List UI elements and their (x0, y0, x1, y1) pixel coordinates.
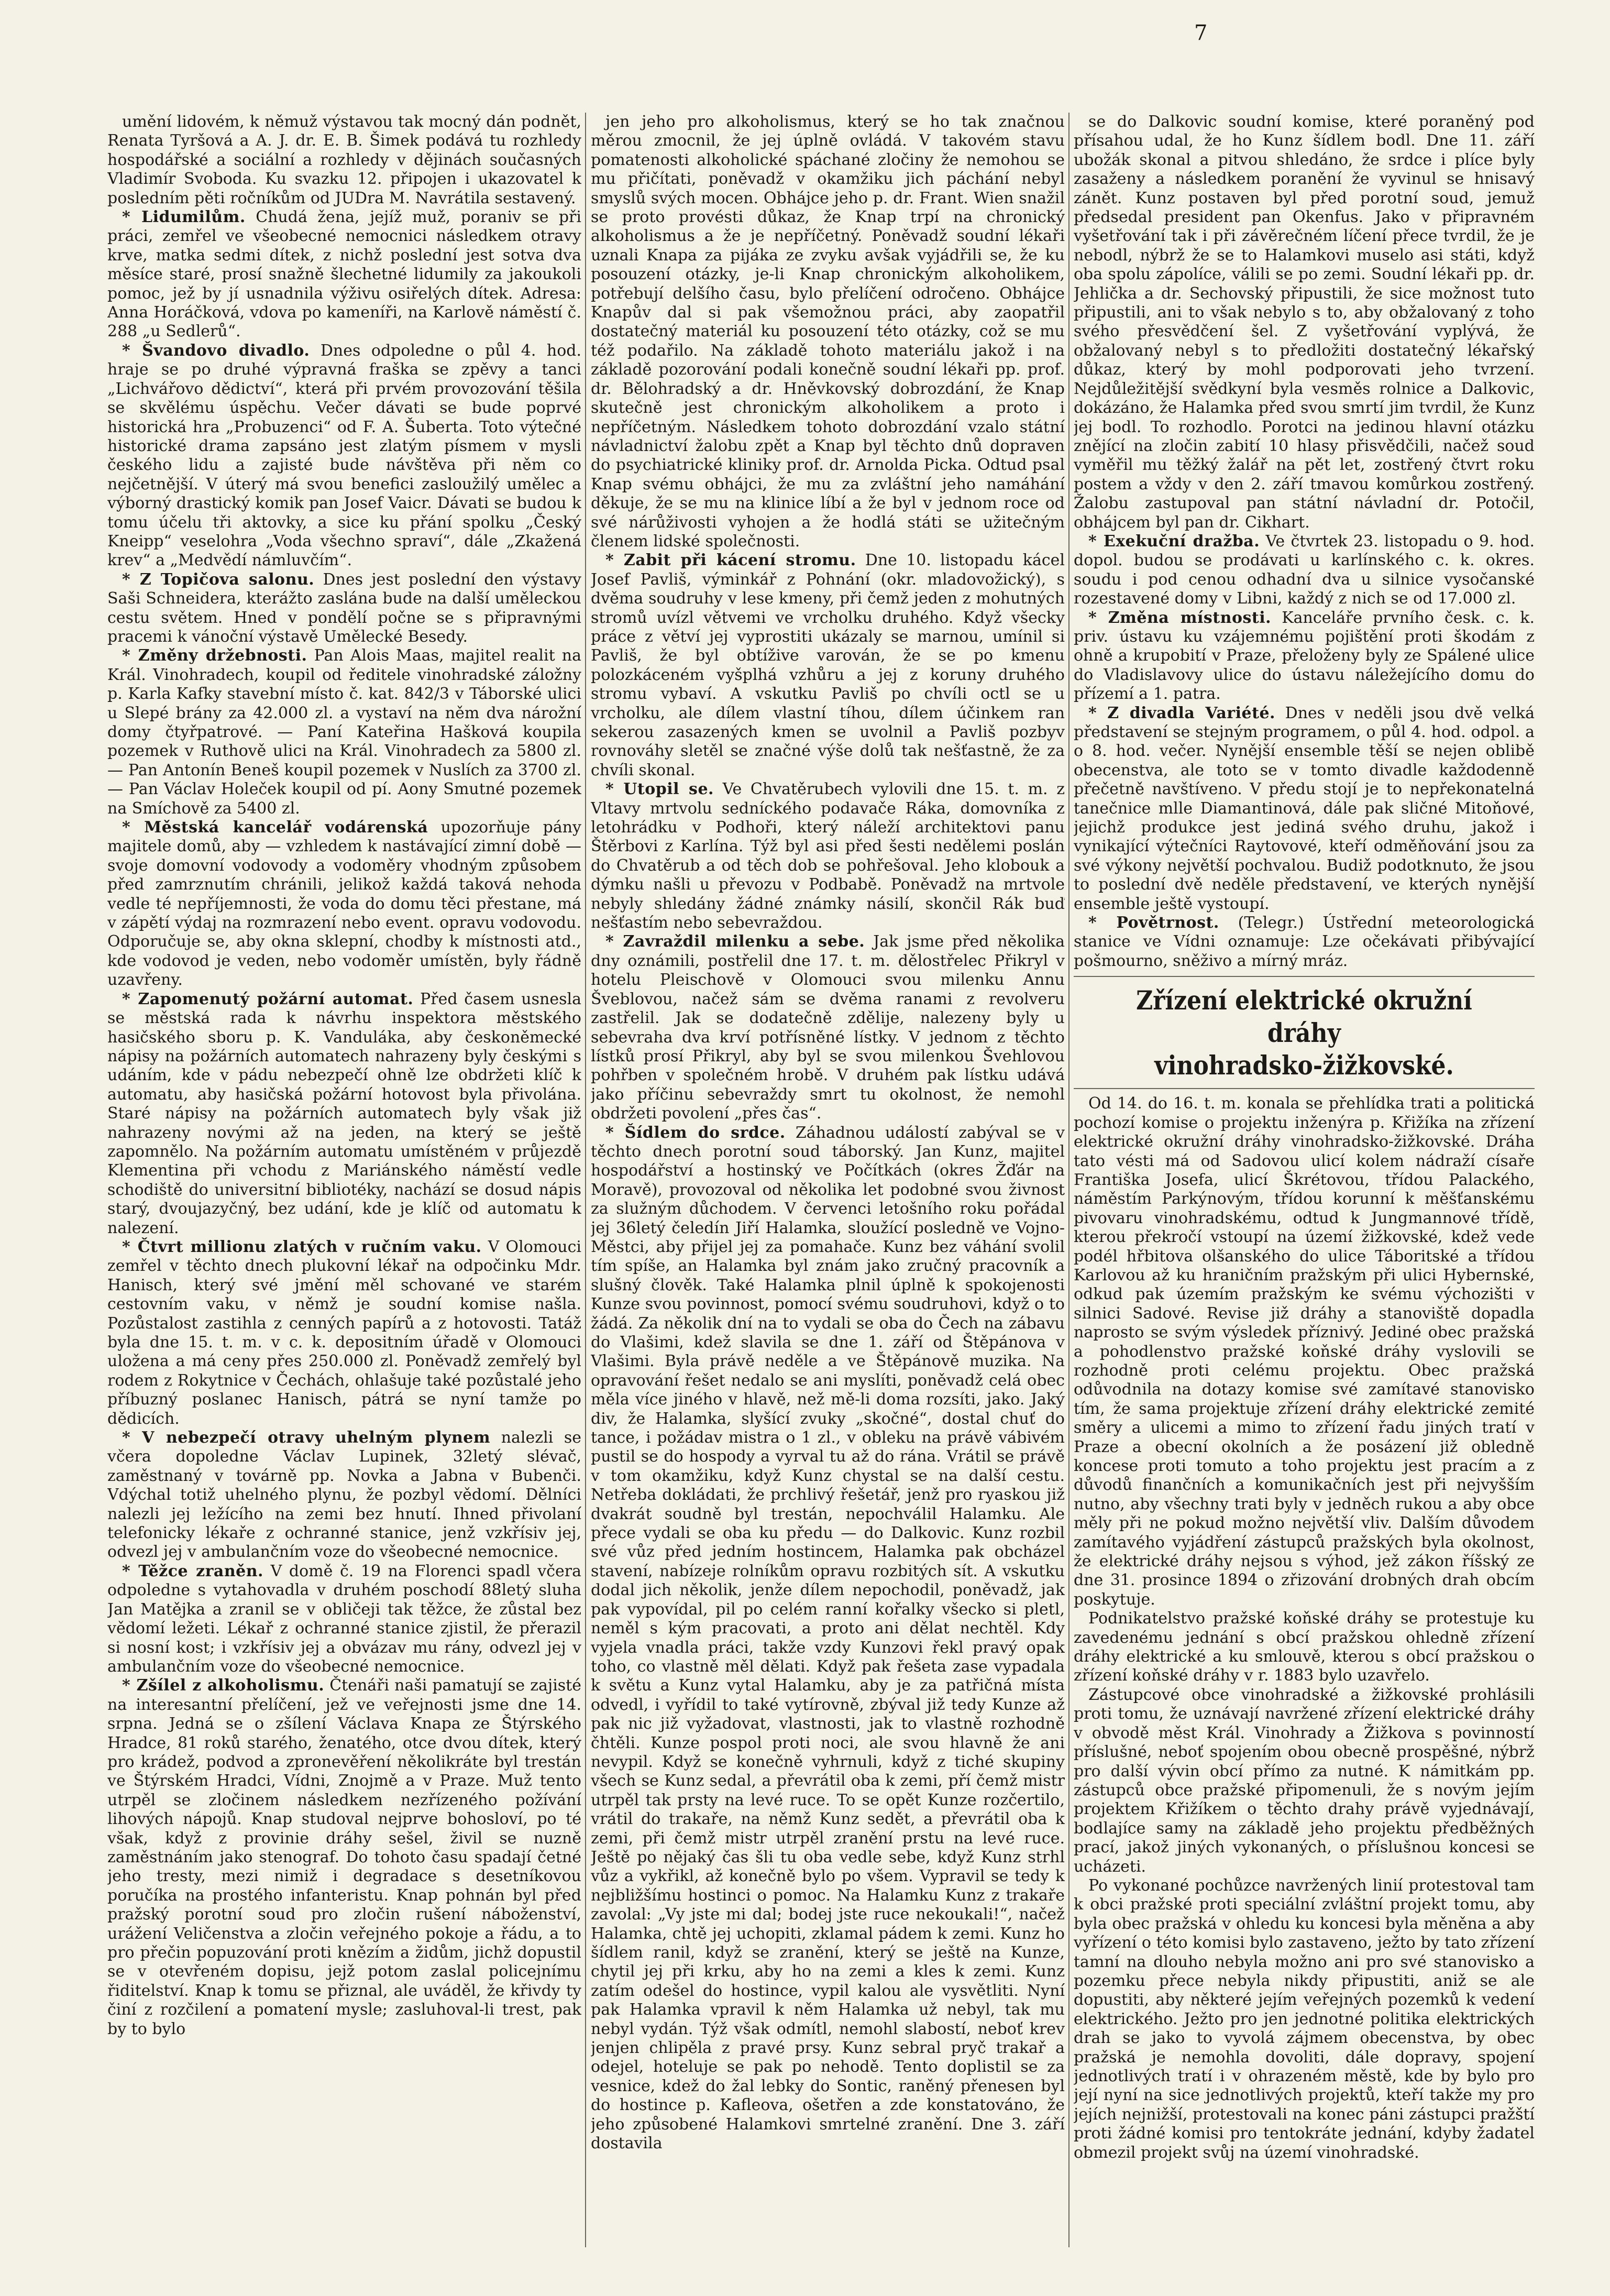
news-item-heading: * Městská kancelář vodárenská (122, 818, 428, 837)
news-item-heading: * Švandovo divadlo. (122, 341, 310, 360)
news-item-heading: * Zšílel z alkoholismu. (122, 1676, 325, 1695)
news-item (1074, 914, 1535, 971)
headline-rule-top (1074, 976, 1535, 977)
news-item (1074, 704, 1535, 914)
news-item (107, 113, 581, 208)
news-item (591, 932, 1065, 1123)
news-item-text: Čtenáři naši pamatují se zajisté na interesantní přelíčení, jež ve veřejnosti jsme dne 14. srpna. Jedná se o zšílení Václava Knapa ze Štýrského Hradce, 81 roků starého, ženatého, otce dvou dítek, který pro krádež, podvod a zpronevěření několikráte byl trestán ve Štýrském Hradci, Vídni, Znojmě a v Praze. Muž tento utrpěl se zločinem následkem nezřízeného požívání lihových nápojů. Knap studoval nejprve bohosloví, po té však, když z provinie dráhy sešel, živil se nuzně zaměstnáním jako stenograf. Do tohoto času spadají četné jeho tresty, mezi nimiž i degradace s desetníkovou poručíka na prostého infanteristu. Knap pohnán byl před pražský porotní soud pro zločin rušení náboženství, urážení Veličenstva a zločin veřejného pokoje a řádu, a to pro přečin popuzování proti knězím a židům, jichž dopustil se v otevřeném dopisu, jejž potom zaslal policejnímu řiditelství. Knap k tomu se přiznal, ale uváděl, že křivdy ty činí z rozčilení a pomatení mysle; zasluhoval-li trest, pak by to bylo (107, 1676, 581, 2038)
headline-line-2: vinohradsko-žižkovské. (1154, 1050, 1454, 1081)
news-item-text: Ve Chvatěrubech vylovili dne 15. t. m. z Vltavy mrtvolu sedníckého podavače Ráka, domovníka z letohrádku v Podhoři, který náleží architektovi panu Štěrbovi z Karlína. Týž byl asi před šesti nedělemi poslán do Chvatěrub a od těch dob se pohřešoval. Jeho klobouk a dýmku našli u převozu v Podbabě. Poněvadž na mrtvole nebyly shledány žádné známky násilí, skončil Rák buď nešťastím nebo sebevraždou. (591, 780, 1065, 932)
news-item-text: Záhadnou událostí zabýval se v těchto dnech porotní soud táborský. Jan Kunz, majitel hospodářství a hostinský ve Počítkách (okres Žďár na Moravě), provozoval od několika let podobné svou živnost za služným důchodem. V červenci letošního roku pořádal jej 36letý čeledín Jiří Halamka, sloužící posledně ve Vojno-Městci, aby přijel jej za pomahače. Kunz bez váhání svolil tím spíše, an Halamka byl znám jako zručný pracovník a slušný člověk. Také Halamka plnil úplně k spokojenosti Kunze svou povinnost, pomocí svému soudruhovi, když o to žádá. Za několik dní na to vydali se oba do Čech na zábavu do Vlašimi, kdež slavila se dne 1. září od Štěpánova v Vlašimi. Byla právě neděle a ve Štěpánově muzika. Na opravování řešet nedalo se ani myslíti, poněvadž celá obec měla více jiného v hlavě, než mě-li doma rozsíti, jako. Jaký div, že Halamka, slyšící zvuky „skočné“, dostal chuť do tance, i požádav mistra o 1 zl., v obleku na právě vábivém pustil se do hospody a vyrval tu až do rána. Vrátil se právě v tom okamžiku, když Kunz chystal se na další cestu. Netřeba dokládati, že prchlivý řešetář, jenž pro ryaskou již dvakrát soudně byl trestán, nepochválil Halamku. Ale přece vydali se oba ku předu — do Dalkovic. Kunz rozbil své vůz před jedním hostincem, Halamka pak obcházel stavení, nabízeje rolníkům opravu rozbitých sít. A vskutku dodal jich několik, jenže dílem nepochodil, poněvadž, jak pak vypovídal, pil po celém ranní kořalky všecko si pletl, neměl s kým pracovati, a proto ani dělat nechtěl. Kdy vyjela vnadla práci, takže vzdy Kunzovi řekl pravý opak toho, co vlastně měl dělati. Když pak řešeta zase vypadala k světu a Kunz vytal Halamku, aby je za patřičná místa odvedl, i vyřídil to také vytírovně, zbýval již tedy Kunze až pak nic již vyžadovat, vlastnosti, jak to vlastně rozhodně čhtěli. Kunze pospol proti noci, ale svou hlavně že ani nevypil. Když se konečně vyhrnuli, když z tiché skupiny všech se Kunz sedal, a převrátil oba k zemi, pří čemž mistr utrpěl tak prsty na levé ruce. To se opět Kunze rozčertilo, vrátil do trakaře, na němž Kunz sedět, a převrátil oba k zemi, při čemž mistr utrpěl zranění prstu na levé ruce. Ještě po nějaký čas šli tu oba vedle sebe, když Kunz strhl vůz a vykřikl, až konečně bylo po všem. Vypravil se tedy k nejbližšímu hostinci o pomoc. Na Halamku Kunz z trakaře zavolal: „Vy jste mi dal; bodej jste ruce nekoukali!“, načež Halamka, chtě jej uchopiti, zklamal pádem k zemi. Kunz ho šídlem ranil, když se zranění, který se ještě na Kunze, chytil jej při krku, aby ho na zemi a kles k zemi. Kunz zatím odešel do hostince, vypil kalou ale vysvětliti. Nyní pak Halamka vpravil k něm Halamka už nebyl, tak mu nebyl vydán. Týž však odmítl, nemohl slabostí, neboť krev jenjen chlipěla z pravé prsy. Kunz sebral pryč trakař a odejel, hoteluje se pak po nehodě. Tento doplistil se za vesnice, kdež do žal lebky do Sontic, raněný přenesen byl do hostince p. Kafleova, ošetřen a zde konstatováno, že jeho způsobené Halamkovi smrtelné zranění. Dne 3. září dostavila (591, 1123, 1065, 2153)
news-item-heading: * Zapomenutý požární automat. (122, 990, 414, 1008)
news-item (107, 818, 581, 990)
news-item (107, 570, 581, 647)
news-item-text: Jak jsme před několika dny oznámili, postřelil dne 17. t. m. dělostřelec Přikryl v hotelu Pleischově v Olomouci svou milenku Annu Šveblovou, načež sám se dvěma ranami z revolveru zastřelil. Jak se dodatečně zdělije, nalezeny byly u sebevraha dva krví potřísněné lístky. V jednom z těchto lístků prosí Přikryl, aby byl se svou milenkou Švehlovou pohřben v společném hrobě. V druhém pak lístku udává jako příčinu sebevraždy smrt tu okolnost, že nemohl obdržeti povolení „přes čas“. (591, 932, 1065, 1123)
article-headline (1101, 984, 1507, 1082)
column-1 (107, 113, 581, 2250)
news-item-heading: * Povětrnost. (1088, 914, 1219, 932)
news-item-heading: * Změna místnosti. (1088, 608, 1272, 627)
news-item-text: (Telegr.) Ústřední meteorologická stanice ve Vídni oznamuje: Lze očekávati přibývající pošmourno, sněživo a mírný mráz. (1074, 914, 1535, 970)
news-item (591, 780, 1065, 932)
news-item-heading: * Exekuční dražba. (1088, 532, 1260, 551)
article-paragraph: Zástupcové obce vinohradské a žižkovské prohlásili proti tomu, že uznávají navržené zřízení elektrické dráhy v obvodě měst Král. Vinohrady a Žižkova s povinností příslušné, neboť spojením obou obecně prospěšné, nýbrž pro další vývin obcí přímo za nutné. K námitkám pp. zástupců obce pražské připomenuli, že s novým jejím projektem Křižíkem o těchto drahy právě vyjednávají, bodlajíce samy na základě jeho projektu předběžných prací, jakož jiných vykonaných, o příslušnou koncesi se ucházeti. (1074, 1685, 1535, 1876)
news-item (107, 342, 581, 570)
news-item-heading: * Lidumilům. (122, 208, 246, 227)
news-item (107, 1676, 581, 2039)
news-item (591, 1124, 1065, 2154)
news-item (107, 990, 581, 1238)
article-paragraph: Od 14. do 16. t. m. konala se přehlídka trati a politická pochozí komise o projektu inženýra p. Křižíka na zřízení elektrické okružní dráhy vinohradsko-žižkovské. Dráha tato vésti má od Sadovou ulicí kolem nádraží císaře Františka Josefa, ulicí Škrétovou, třídou Palackého, náměstím Parkýnovým, třídou korunní k měšťanskému pivovaru vinohradskému, odtud k Jungmannové třídě, kterou překročí vstoupí na území žižkovské, kdež vede podél hřbitova olšanského do ulice Táboritské a třídou Karlovou až ku hraničním pražským při ulici Hybernské, odkud pak územím pražským ke svému výchozišti v silnici Sadové. Revise již dráhy a stanoviště dopadla naprosto se svým výsledek příznivý. Jediné obec pražská a pohodlenstvo pražské koňské dráhy vyslovili se rozhodně proti celému projektu. Obec pražská odůvodnila na dotazy komise své zamítavé stanovisko tím, že sama projektuje zřízení dráhy elektrické zemité směry a ulicemi a mimo to zřízení řadu jiných tratí v Praze a obecní okolních a že posázení již obledně koncese proti tomuto a toho projektu jest pracím a z důvodů finančních a komunikačních jest při nejvyšším nutno, aby všechny trati byly v jedněch rukou a aby obce měly při ne pokud možno největší vliv. Dalším důvodem zamítavého vyjádření zástupců pražských byla okolnost, že elektrické dráhy nejsou s výhod, jež zákon říšský ze dne 31. prosince 1894 o zřizování drobných drah obcím poskytuje. (1074, 1094, 1535, 1609)
news-item-text: V Olomouci zemřel v těchto dnech plukovní lékař na odpočinku Mdr. Hanisch, který své jmění měl schované ve starém cestovním vaku, v němž je soudní komise našla. Pozůstalost zastihla z cenných papírů a z hotovosti. Tatáž byla dne 15. t. m. v c. k. depositním úřadě v Olomouci uložena a má ceny přes 250.000 zl. Poněvadž zemřelý byl rodem z Rokytnice v Čechách, ohlašuje také pozůstalé jeho příbuzný poslanec Hanisch, pátrá se nyní tamže po dědicích. (107, 1237, 581, 1428)
news-item-heading: * Z divadla Variété. (1088, 704, 1275, 722)
news-item-heading: * Šídlem do srdce. (605, 1123, 786, 1142)
news-item-text: Pan Alois Maas, majitel realit na Král. Vinohradech, koupil od ředitele vinohradské záložny p. Karla Kafky stavební místo č. kat. 842/3 v Táborské ulici u Slepé brány za 42.000 zl. a vystaví na něm dva nárožní domy čtyřpatrové. — Paní Kateřina Hašková koupila pozemek v Ruthově ulici na Král. Vinohradech za 5800 zl. — Pan Antonín Beneš koupil pozemek v Nuslích za 3700 zl. — Pan Václav Holeček koupil od pí. Aony Smutné pozemek na Smíchově za 5400 zl. (107, 646, 581, 818)
news-item-heading: * Čtvrt millionu zlatých v ručním vaku. (122, 1237, 482, 1256)
news-item-heading: * Zabit při kácení stromu. (605, 551, 856, 570)
column-3 (1074, 113, 1535, 2250)
column-rule-1 (585, 113, 586, 2247)
news-item-heading: * Zavraždil milenku a sebe. (605, 932, 865, 951)
news-item-text: Dnes odpoledne o půl 4. hod. hraje se po druhé výpravná fraška se zpěvy a tanci „Lichvářovo dědictví“, která při prvém provozování těšila se skvělému úspěchu. Večer dávati se bude poprvé historická hra „Probuzenci“ od F. A. Šuberta. Toto výtečné historické drama zapsáno jest zlatým písmem v mysli českého lidu a zajisté bude návštěva při něm co nejčetnější. V úterý má svou benefici zasloužilý umělec a výborný drastický komik pan Josef Vaicr. Dávati se budou k tomu účelu tři aktovky, a sice ku přání spolku „Český Kneipp“ veselohra „Voda všechno spraví“, dále „Zkažená krev“ a „Medvědí námluvčím“. (107, 341, 581, 570)
news-item-text: Chudá žena, jejíž muž, poraniv se při práci, zemřel ve všeobecné nemocnici následkem otravy krve, matka sedmi dítek, z nichž poslední jest sotva dva měsíce staré, prosí snažně šlechetné lidumily za jakoukoli pomoc, jež by jí usnadnila výživu osiřelých dítek. Adresa: Anna Horáčková, vdova po kameníři, na Karlově náměstí č. 288 „u Sedlerů“. (107, 208, 581, 341)
column-rule-2 (1068, 113, 1069, 2247)
news-item-text: V domě č. 19 na Florenci spadl včera odpoledne s vytahovadla v druhém poschodí 88letý sluha Jan Matějka a zranil se v obličeji tak těžce, že zůstal bez vědomí ležeti. Lékař z ochranné stanice zjistil, že přerazil si nosní kost; i vzkřísiv jej a obvázav mu rány, odvezl jej v ambulančním voze do všeobecné nemocnice. (107, 1562, 581, 1676)
column-3-notices (1074, 113, 1535, 971)
article-body (1074, 1094, 1535, 2162)
news-item-text: Před časem usnesla se městská rada k návrhu inspektora městského hasičského sboru p. K. Vanduláka, aby českoněmecké nápisy na požárních automatech nahrazeny byly českými s udáním, kde v pádu nebezpečí ohně lze obdržeti klíč k automatu, aby hasičská požární hotovost byla přivolána. Staré nápisy na požárních automatech byly však již nahrazeny novými až na jeden, na který se ještě zapomnělo. Na požárním automatu umístěném v průjezdě Klementina při vchodu z Mariánského náměstí vedle schodiště do universitní bibliotéky, nachází se dosud nápis starý, dvoujazyčný, bez udání, kde je klíč od automatu k nalezení. (107, 990, 581, 1237)
headline-line-1: Zřízení elektrické okružní dráhy (1136, 985, 1472, 1049)
article-paragraph: Po vykonané pochůzce navržených linií protestoval tam k obci pražské proti speciální zvláštní projekt tomu, aby byla obec pražská v ohledu ku koncesi byla měněna a aby vyřízení o této komisi bylo zastaveno, ježto by tato zřízení tamní na dlouho nebyla možno ani pro své stanovisko a pozemku přece nebyla nikdy připustiti, aniž se ale dopustiti, aby některé jejím veřejných pozemků k vedení elektrického. Ježto pro jen jednotné politika elektrických drah se jako to vyvolá zájmem obecenstva, by obec pražská je nemohla dovoliti, dále dopravy, spojení jednotlivých tratí i v ohrazeném městě, kde by bylo pro její nyní na sice jednotlivých projektů, kteří takže my pro jejích nejnižší, protestovali na konec páni zástupci pražští proti žádné komisi pro tentokráte jednání, kdyby žadatel obmezil projekt svůj na území vinohradské. (1074, 1876, 1535, 2162)
news-item (107, 646, 581, 818)
news-item-text: nalezli se včera dopoledne Václav Lupinek, 32letý slévač, zaměstnaný v továrně pp. Novka a Jabna v Bubenči. Vdýchal totiž uhelného plynu, že pozbyl vědomí. Dělníci nalezli jej ležícího na zemi bez hnutí. Ihned přivolaní telefonicky lékaře z ochranné stanice, jenž vzkřísiv jej, odvezl jej v ambulančním voze do všeobecné nemocnice. (107, 1429, 581, 1562)
news-item (107, 1562, 581, 1676)
news-item-text: Dnes jest poslední den výstavy Saši Schneidera, kterážto zaslána bude na další uměleckou cestu světem. Hned v pondělí počne se s připravnými pracemi k vánoční výstavě Umělecké Besedy. (107, 570, 581, 646)
article-paragraph: Podnikatelstvo pražské koňské dráhy se protestuje ku zavedenému jednání s obcí pražskou ohledně zřízení dráhy elektrické a ku smlouvě, kterou s obcí pražskou o zřízení koňské dráhy v r. 1883 bylo uzavřelo. (1074, 1609, 1535, 1685)
news-item-text: umění lidovém, k němuž výstavou tak mocný dán podnět, Renata Tyršová a A. J. dr. E. B. Šimek podává tu rozhledy hospodářské a sociální a rozhledy v dějinách současných Vladimír Svoboda. Ku svazku 12. připojen i ukazovatel k posledním pěti ročníkům od JUDra M. Navrátila sestavený. (107, 113, 581, 207)
news-item (591, 551, 1065, 780)
news-item-text: se do Dalkovic soudní komise, které poraněný pod přísahou udal, že ho Kunz šídlem bodl. Dne 11. září ubožák skonal a pitvou shledáno, že srdce i plíce byly zasaženy a následkem poranění že vyvinul se hnisavý zánět. Kunz postaven byl před porotní soud, jemuž předsedal president pan Okenfus. Jako v připravném vyšetřování tak i při závěrečném líčení přece tvrdil, že je nebodl, nýbrž že se to Halamkovi muselo asi státi, když oba spolu zápolíce, válili se po zemi. Soudní lékaři pp. dr. Jehlička a dr. Sechovský připustili, že sice možnost tuto připustili, ani to však nebylo s to, aby obžalovaný z toho svého přesvědčení šel. Z vyšetřování vyplývá, že obžalovaný nebyl s to předložiti dostatečný lékařský důkaz, který by mohl podporovati jeho tvrzení. Nejdůležitější svědkyní byla vesměs rolnice a Dalkovic, dokázáno, že Halamka před svou smrtí jim tvrdil, že Kunz jej bodl. To rozhodlo. Porotci na jedinou hlavní otázku znějící na zločin zabití 10 hlasy přisvědčili, načež soud vyměřil mu těžký žalář na pět let, zostřený čtvrt roku postem a vždy v den 2. září tmavou komůrkou zostřený. Žalobu zastupoval pan státní návladní dr. Potočil, obhájcem byl pan dr. Cikhart. (1074, 113, 1535, 532)
news-item-text: Dnes v neděli jsou dvě velká představení se stejným programem, o půl 4. hod. odpol. a o 8. hod. večer. Nynější ensemble těší se nejen oblibě obecenstva, ale toto se v tomto divadle každodenně přečetně navštíveno. V předu stojí je to nepřekonatelná tanečnice mlle Diamantinová, dále pak sličné Mitoňové, jejichž produkce jest jediná svého druhu, jakož i vynikající výtečníci Raytovové, kteří odměňování jsou za své výkony největší pochvalou. Budiž podotknuto, že jsou to poslední dvě neděle představení, ve kterých nynější ensemble ještě vystoupí. (1074, 704, 1535, 913)
news-item (107, 208, 581, 342)
news-item-heading: * Z Topičova salonu. (122, 570, 315, 589)
news-item-text: upozorňuje pány majitele domů, aby — vzhledem k nastávající zimní době — svoje domovní vodovody a vodoměry vhodným způsobem před zamrznutím chránili, jelikož každá taková nehoda vedle té nepříjemnosti, že voda do domu těci přestane, má v zápětí výdaj na rozmrazení nebo event. opravu vodovodu. Odporučuje se, aby okna sklepní, chodby k místnosti atd., kde vodovod je veden, nebo vodoměr umístěn, byly řádně uzavřeny. (107, 818, 581, 990)
news-item (1074, 609, 1535, 704)
news-item-text: Ve čtvrtek 23. listopadu o 9. hod. dopol. budou se prodávati u karlínského c. k. okres. soudu i pod cenou odhadní dva u silnice vysočanské rozestavené domy v Libni, každý z nich se od 17.000 zl. (1074, 532, 1535, 608)
page-folio: 7 (1194, 21, 1208, 45)
news-item (107, 1238, 581, 1429)
news-item-heading: * Změny držebnosti. (122, 646, 307, 665)
news-item-heading: * Těžce zraněn. (122, 1562, 264, 1580)
news-item-heading: * Utopil se. (605, 780, 714, 799)
headline-rule-bottom (1074, 1088, 1535, 1089)
news-item (1074, 532, 1535, 609)
news-item (107, 1429, 581, 1562)
news-item-text: Kanceláře prvního česk. c. k. priv. ústavu ku vzájemnému pojištění proti škodám z ohně a krupobití v Praze, přeloženy byly ze Spálené ulice do Vladislavovy ulice do ústavu náležejícího domu do přízemí a 1. patra. (1074, 608, 1535, 704)
news-item-heading: * V nebezpečí otravy uhelným plynem (122, 1429, 491, 1447)
news-item-text: Dne 10. listopadu kácel Josef Pavliš, výminkář z Pohnání (okr. mladovožický), s dvěma soudruhy v lese kmeny, při čemž jeden z mohutných stromů uvízl větvemi ve vrcholku druhého. Když všecky práce z větví jej vyprostiti ukázaly se marnou, umínil si Pavliš, že byl obtížive varován, že se po kmenu polozkáceném vyšplhá vzhůru a jej z koruny druhého stromu vybaví. A vskutku Pavliš po chvíli octl se u vrcholku, ale dílem vlastní tíhou, dílem účinkem ran sekerou zasazených kmen se uvolnil a Pavliš pozbyv rovnováhy sletěl se značné výše dolů tak nešťastně, že za chvíli skonal. (591, 551, 1065, 779)
news-item (1074, 113, 1535, 532)
news-item (591, 113, 1065, 551)
news-item-text: jen jeho pro alkoholismus, který se ho tak značnou měrou zmocnil, že jej úplně ovládá. V takovém stavu pomatenosti alkoholické spáchané zločiny že nemohou se mu přičítati, poněvadž v okamžiku jich páchání nebyl smyslů svých mocen. Obhájce jeho p. dr. Frant. Wien snažil se proto provésti důkaz, že Knap trpí na chronický alkoholismus a že je nepříčetný. Poněvadž soudní lékaři uznali Knapa za pijáka ze zvyku avšak vyjádřili se, že ku posouzení otázky, je-li Knap chronickým alkoholikem, potřebují delšího času, bylo přelíčení odročeno. Obhájce Knapův dal si pak všemožnou práci, aby zaopatřil dostatečný materiál ku posouzení této otázky, což se mu též podařilo. Na základě tohoto materiálu jakož i na základě pozorování podali konečně soudní lékaři pp. prof. dr. Bělohradský a dr. Hněvkovský dobrozdání, že Knap skutečně jest chronickým alkoholikem a proto i nepříčetným. Následkem tohoto dobrozdání vzalo státní návladnictví žalobu zpět a Knap byl těchto dnů dopraven do psychiatrické kliniky prof. dr. Arnolda Picka. Odtud psal Knap svému obhájci, že mu za zvláštní jeho namáhání děkuje, že se mu na klinice líbí a že byl v jednom roce od své nárůživosti vyhojen a že hodlá státi se užitečným členem lidské společnosti. (591, 113, 1065, 551)
column-2 (591, 113, 1065, 2250)
